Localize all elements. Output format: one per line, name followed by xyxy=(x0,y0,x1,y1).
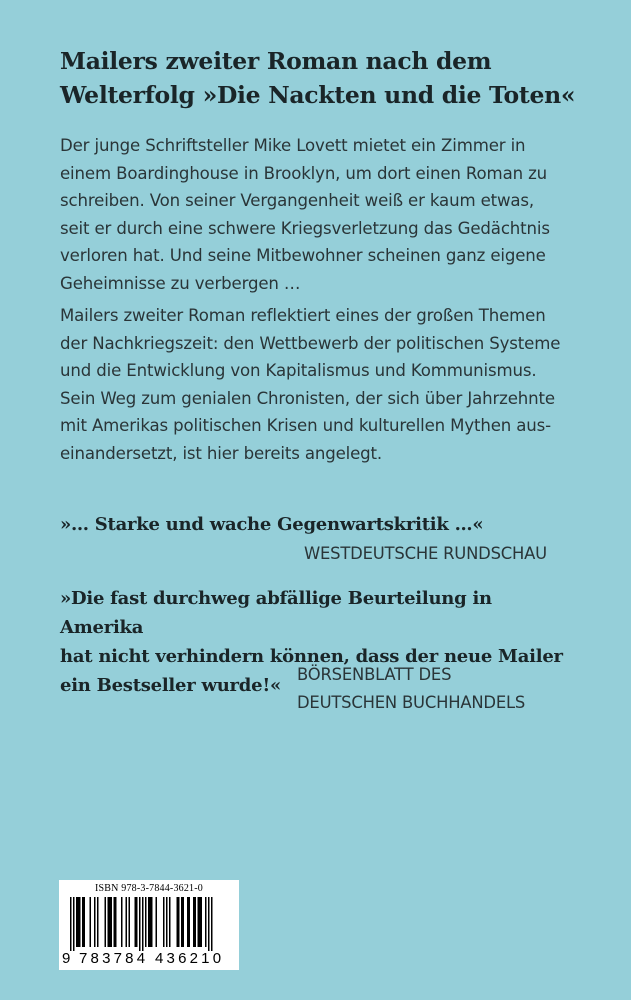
barcode-bar xyxy=(135,897,137,947)
barcode-bar xyxy=(76,897,78,947)
barcode-bar xyxy=(94,897,96,947)
barcode-bar xyxy=(178,897,180,947)
synopsis-line: Geheimnisse zu verbergen … xyxy=(60,273,301,293)
synopsis-line: Der junge Schriftsteller Mike Lovett mietet ein Zimmer in xyxy=(60,136,526,155)
barcode-bar xyxy=(150,897,152,947)
barcode-bar xyxy=(195,897,197,947)
barcode-bar xyxy=(79,897,81,947)
barcode-bar xyxy=(126,897,128,947)
barcode-bars xyxy=(70,897,228,951)
barcode-bar xyxy=(199,897,201,947)
headline-line-2: Welterfolg »Die Nackten und die Toten« xyxy=(60,81,576,109)
headline-line-1: Mailers zweiter Roman nach dem xyxy=(60,47,492,75)
barcode-bar xyxy=(84,897,86,947)
barcode-bar xyxy=(163,897,165,947)
isbn-barcode xyxy=(59,880,239,970)
synopsis-line: seit er durch eine schwere Kriegsverletzung das Gedächtnis xyxy=(60,218,550,238)
review-quote-1: »… Starke und wache Gegenwartskritik …« xyxy=(60,514,484,535)
review-source-line: BÖRSENBLATT DES xyxy=(297,665,452,684)
barcode-bar xyxy=(145,897,147,947)
barcode-bar xyxy=(198,897,200,947)
review-source-2 xyxy=(297,661,557,717)
barcode-bar xyxy=(82,897,84,947)
barcode-bar xyxy=(142,897,144,951)
barcode-bar xyxy=(177,897,179,947)
context-line: Mailers zweiter Roman reflektiert eines der großen Themen xyxy=(60,306,546,325)
isbn-number: ISBN 978-3-7844-3621-0 xyxy=(94,883,203,894)
barcode-bar xyxy=(156,897,158,947)
barcode-bar xyxy=(70,897,72,951)
ean-left-digits: 783784 xyxy=(79,950,149,967)
barcode-bar xyxy=(90,897,92,947)
review-quote-line: »Die fast durchweg abfällige Beurteilung in Amerika xyxy=(60,588,492,638)
barcode-bar xyxy=(166,897,168,947)
barcode-bar xyxy=(193,897,195,947)
context-line: mit Amerikas politischen Krisen und kulturellen Mythen aus- xyxy=(60,416,551,436)
barcode-bar xyxy=(105,897,107,947)
synopsis-line: einem Boardinghouse in Brooklyn, um dort einen Roman zu xyxy=(60,163,548,183)
barcode-bar xyxy=(208,897,210,951)
review-quote-line: ein Bestseller wurde!« xyxy=(60,675,281,696)
barcode-bar xyxy=(73,897,75,951)
context-line: Sein Weg zum genialen Chronisten, der sich über Jahrzehnte xyxy=(60,388,555,408)
barcode-bar xyxy=(181,897,183,947)
context-line: der Nachkriegszeit: den Wettbewerb der politischen Systeme xyxy=(60,333,561,353)
barcode-bar xyxy=(151,897,153,947)
barcode-bar xyxy=(111,897,113,947)
context-paragraph xyxy=(60,302,580,468)
context-line: einandersetzt, ist hier bereits angelegt. xyxy=(60,443,383,463)
barcode-bar xyxy=(121,897,123,947)
barcode-bar xyxy=(115,897,117,947)
barcode-bar xyxy=(169,897,171,947)
synopsis-line: schreiben. Von seiner Vergangenheit weiß er kaum etwas, xyxy=(60,191,535,211)
review-source-1: WESTDEUTSCHE RUNDSCHAU xyxy=(304,544,547,563)
barcode-bar xyxy=(109,897,111,947)
barcode-bar xyxy=(189,897,191,947)
barcode-bar xyxy=(187,897,189,947)
synopsis-line: verloren hat. Und seine Mitbewohner scheinen ganz eigene xyxy=(60,246,546,266)
barcode-bar xyxy=(148,897,150,947)
barcode-bar xyxy=(78,897,80,947)
barcode-bar xyxy=(139,897,141,951)
ean-first-digit: 9 xyxy=(62,950,71,967)
barcode-bar xyxy=(108,897,110,947)
barcode-bar xyxy=(97,897,99,947)
ean-right-digits: 436210 xyxy=(155,950,225,967)
review-source-line: DEUTSCHEN BUCHHANDELS xyxy=(297,693,526,712)
context-line: und die Entwicklung von Kapitalismus und Kommunismus. xyxy=(60,361,537,381)
barcode-bar xyxy=(129,897,131,947)
barcode-bar xyxy=(205,897,207,947)
headline xyxy=(60,44,600,112)
synopsis-paragraph xyxy=(60,132,580,298)
barcode-bar xyxy=(201,897,203,947)
barcode-bar xyxy=(211,897,213,951)
barcode-bar xyxy=(136,897,138,947)
barcode-bar xyxy=(114,897,116,947)
review-quote-line: hat nicht verhindern können, dass der neue Mailer xyxy=(60,646,563,667)
barcode-bar xyxy=(183,897,185,947)
